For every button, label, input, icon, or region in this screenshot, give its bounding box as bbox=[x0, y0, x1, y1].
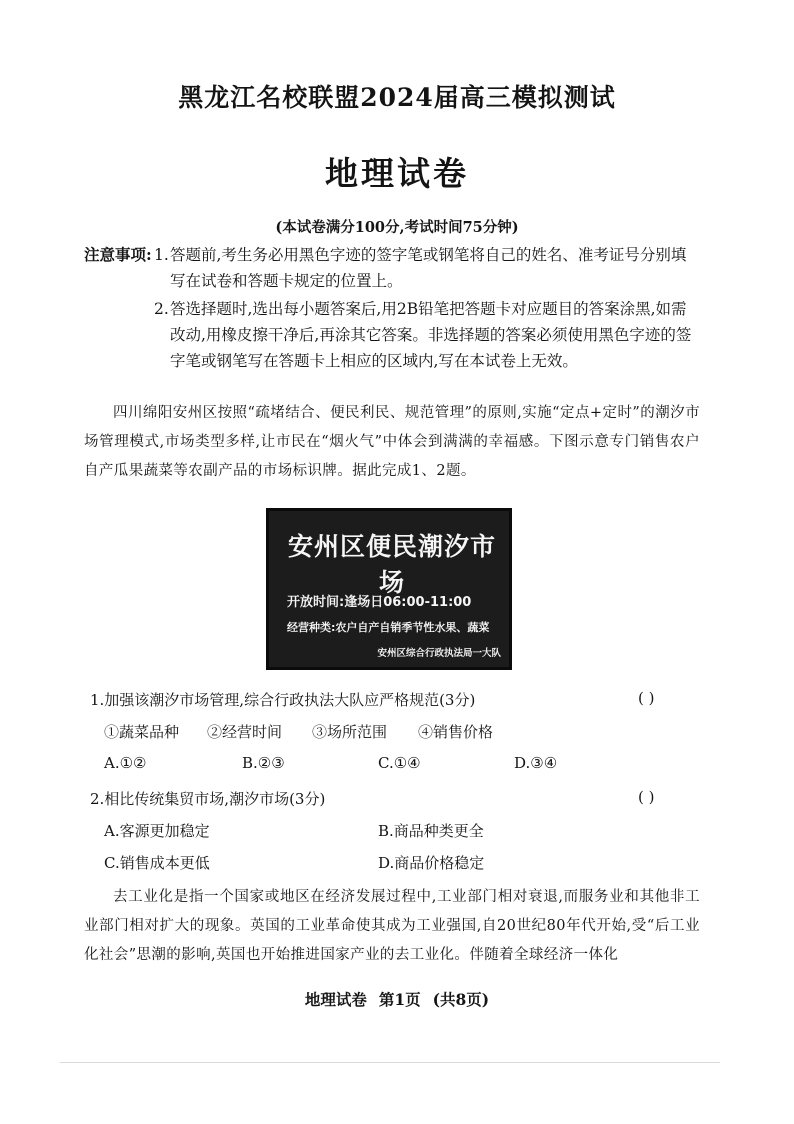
note-number: 1. bbox=[154, 246, 169, 264]
sign-hours: 开放时间:逢场日06:00-11:00 bbox=[287, 595, 472, 610]
subject-title: 地理试卷 bbox=[325, 154, 469, 193]
answer-box: ( ) bbox=[638, 788, 655, 806]
answer-box: ( ) bbox=[638, 689, 655, 707]
answer-option: B.②③ bbox=[242, 754, 285, 772]
reading-passage: 四川绵阳安州区按照“疏堵结合、便民利民、规范管理”的原则,实施“定点+定时”的潮汐市场管理模式,市场类型多样,让市民在“烟火气”中体会到满满的幸福感。下图示意专门销售农户自产瓜果蔬菜等农副产品的市场标识牌。据此完成1、2题。 bbox=[84, 405, 700, 479]
answer-option: D.商品价格稳定 bbox=[378, 854, 485, 872]
divider bbox=[60, 1062, 720, 1063]
statement-item: ①蔬菜品种 bbox=[104, 723, 180, 741]
answer-option: C.①④ bbox=[378, 754, 421, 772]
exam-meta: (本试卷满分100分,考试时间75分钟) bbox=[275, 219, 519, 236]
footer-total: (共8页) bbox=[432, 990, 490, 1009]
note-number: 2. bbox=[154, 300, 169, 318]
note-item bbox=[154, 296, 700, 374]
statement-item: ③场所范围 bbox=[312, 723, 388, 741]
answer-option: B.商品种类更全 bbox=[378, 822, 484, 840]
note-text: 答题前,考生务必用黑色字迹的签字笔或钢笔将自己的姓名、准考证号分别填写在试卷和答题卡规定的位置上。 bbox=[170, 246, 687, 290]
answer-option: A.①② bbox=[104, 754, 147, 772]
footer-subject: 地理试卷 bbox=[304, 990, 367, 1009]
sign-business-type: 经营种类:农户自产自销季节性水果、蔬菜 bbox=[287, 621, 490, 634]
sign-title: 安州区便民潮汐市场 bbox=[287, 532, 496, 597]
answer-option: D.③④ bbox=[514, 754, 558, 772]
answer-option: A.客源更加稳定 bbox=[104, 822, 210, 840]
statement-item: ④销售价格 bbox=[418, 723, 494, 741]
reading-passage: 去工业化是指一个国家或地区在经济发展过程中,工业部门相对衰退,而服务业和其他非工业部门相对扩大的现象。英国的工业革命使其成为工业强国,自20世纪80年代开始,受“后工业化社会”思潮的影响,英国也开始推进国家产业的去工业化。伴随着全球经济一体化 bbox=[84, 889, 700, 963]
answer-option: C.销售成本更低 bbox=[104, 854, 210, 872]
question-stem: 1.加强该潮汐市场管理,综合行政执法大队应严格规范(3分) bbox=[90, 691, 476, 709]
exam-title: 黑龙江名校联盟2024届高三模拟测试 bbox=[178, 83, 616, 112]
page-footer bbox=[0, 988, 794, 1010]
statement-item: ②经营时间 bbox=[207, 723, 283, 741]
question-stem: 2.相比传统集贸市场,潮汐市场(3分) bbox=[90, 790, 326, 808]
note-item bbox=[154, 242, 700, 294]
sign-organization: 安州区综合行政执法局一大队 bbox=[377, 648, 501, 659]
market-sign-image bbox=[266, 508, 512, 670]
footer-page: 第1页 bbox=[378, 990, 421, 1009]
note-text: 答选择题时,选出每小题答案后,用2B铅笔把答题卡对应题目的答案涂黑,如需改动,用橡皮擦干净后,再涂其它答案。非选择题的答案必须使用黑色字迹的签字笔或钢笔写在答题卡上相应的区域内,写在本试卷上无效。 bbox=[170, 300, 692, 370]
notes-label: 注意事项: bbox=[84, 245, 152, 264]
